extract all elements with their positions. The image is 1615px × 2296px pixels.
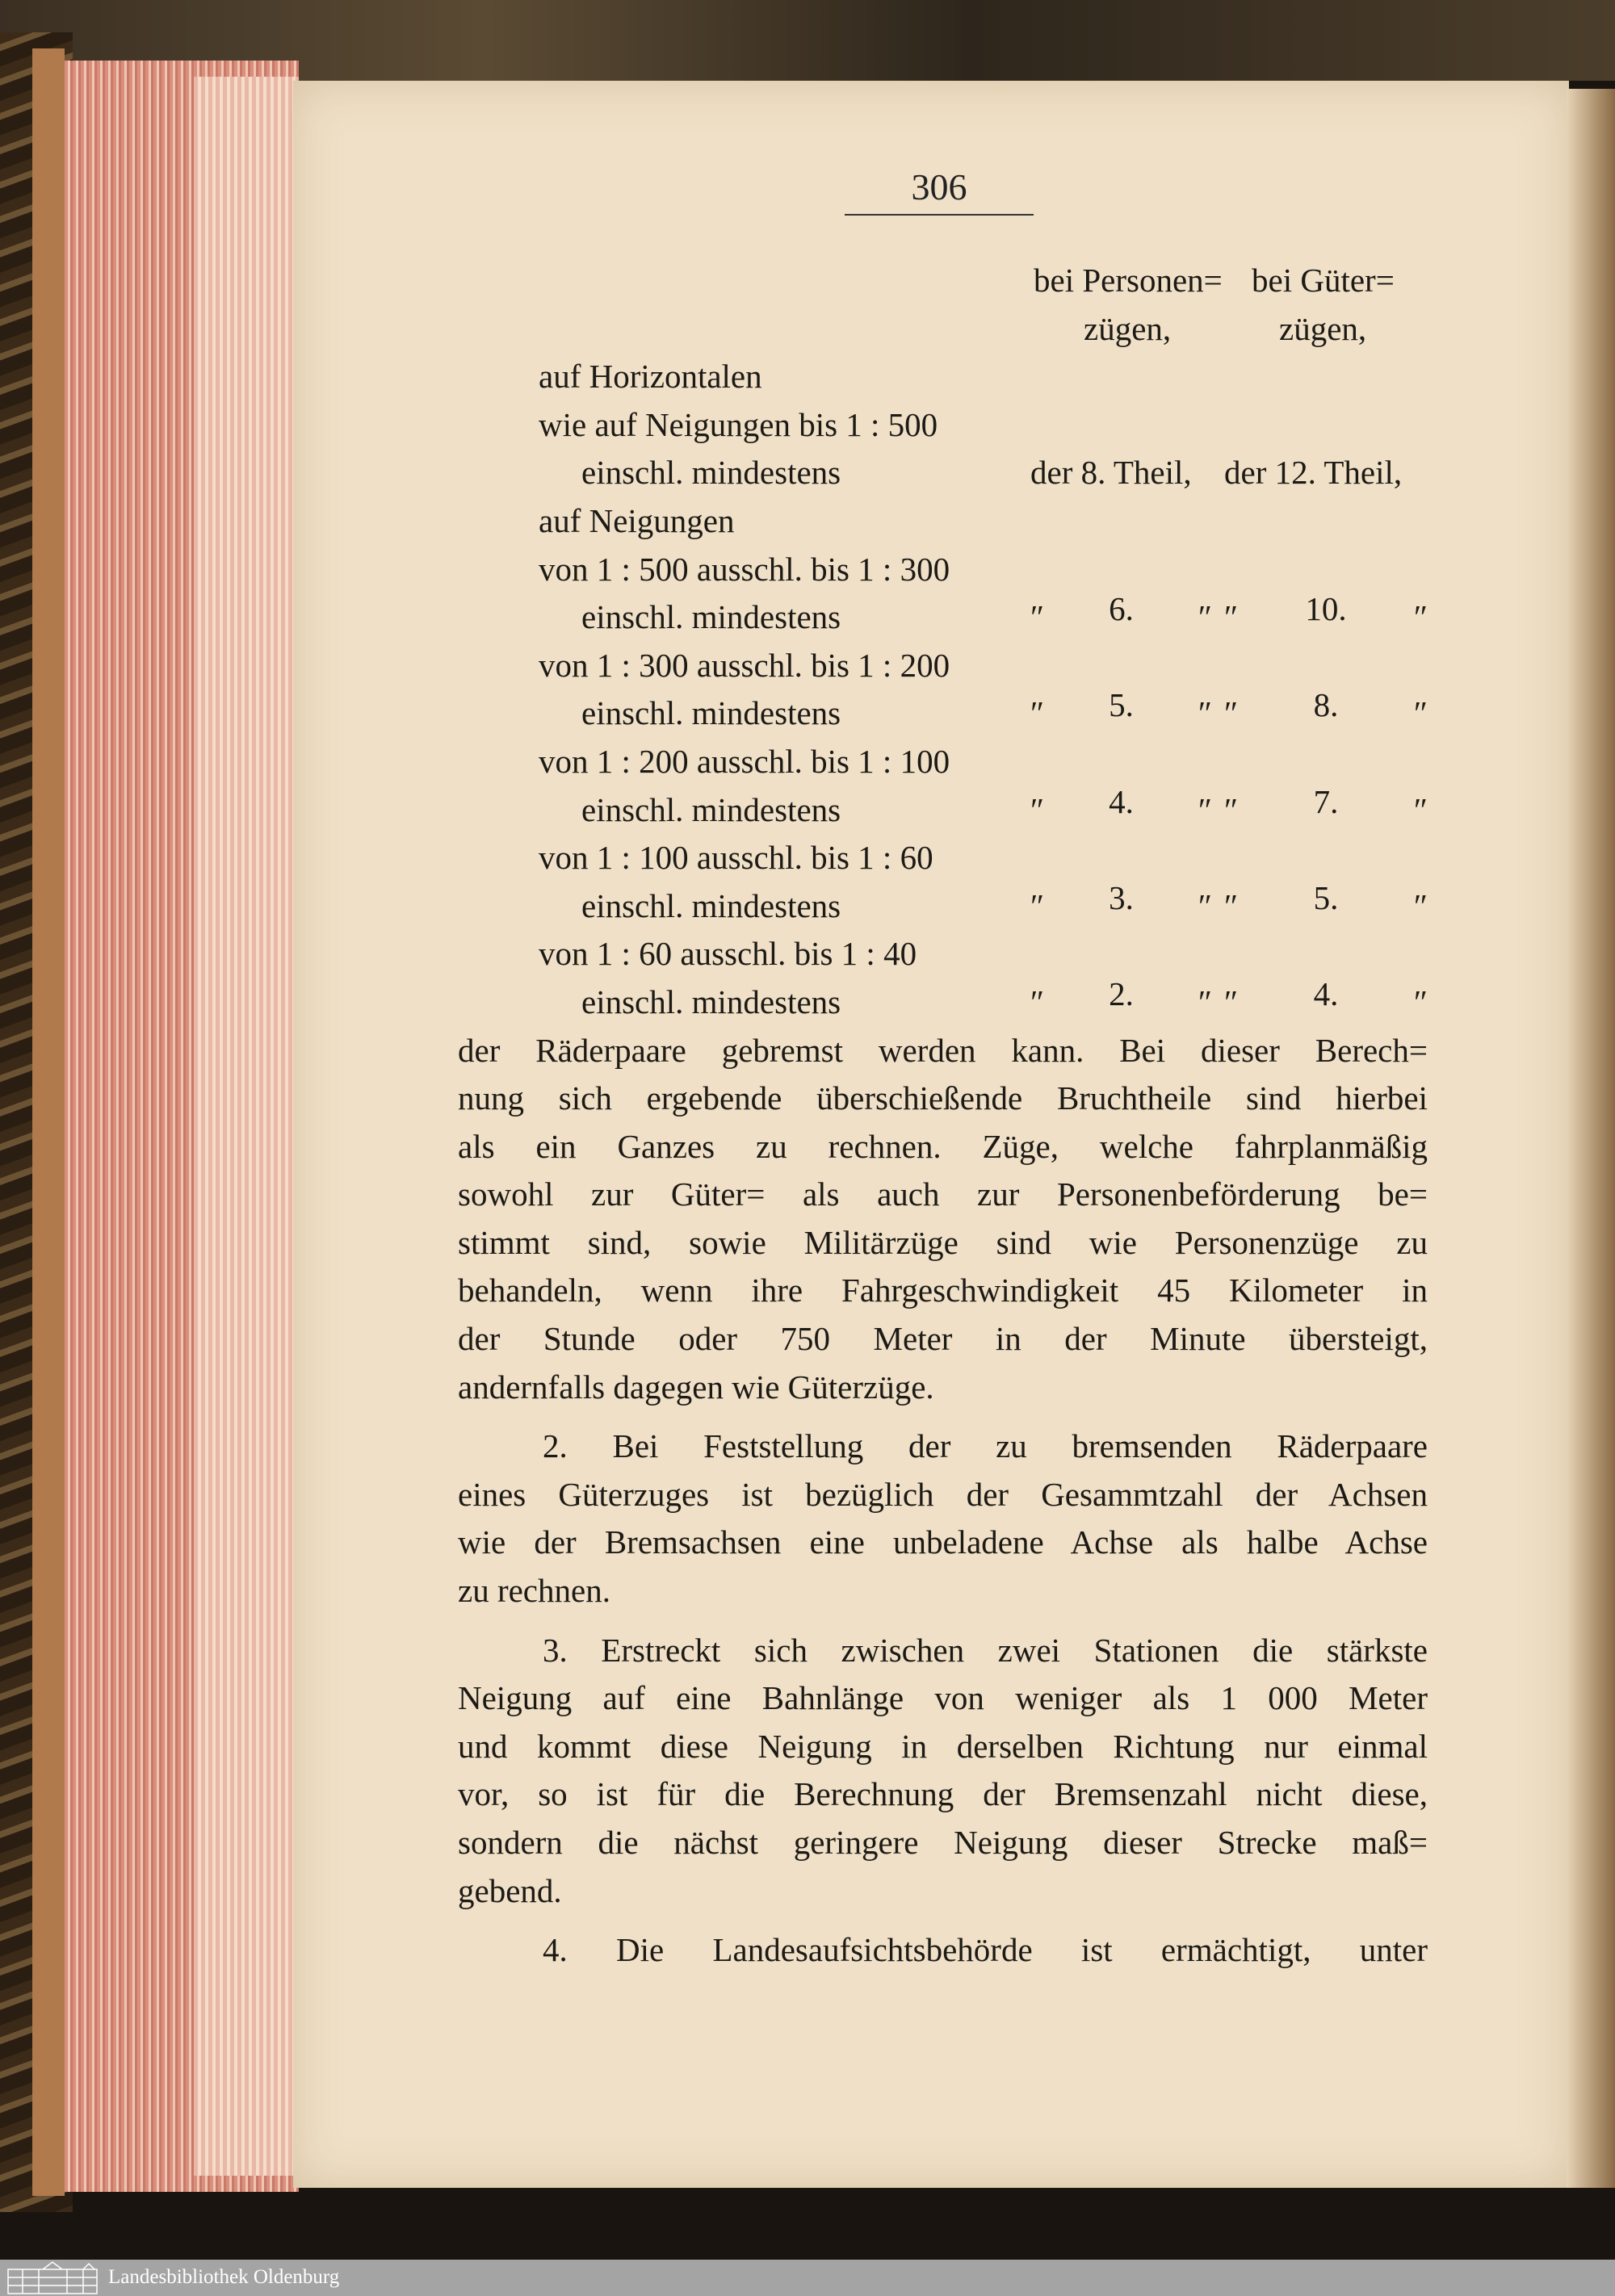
cell-personenzuege [1030,590,1212,642]
column-header-gueterzuege-cont: zügen, [1279,309,1367,347]
text-line: als ein Ganzes zu rechnen. Züge, welche fahrplanmäßig [458,1127,1428,1165]
text-line: andernfalls dagegen wie Güterzüge. [458,1368,934,1406]
table-row [458,738,1428,786]
text-line: Neigung auf eine Bahnlänge von weniger als 1 000 Meter [458,1679,1428,1717]
ditto-mark: ″ [1413,886,1428,924]
cell-personenzuege [1030,878,1212,931]
ditto-mark: ″ [1413,983,1428,1020]
text-line: zu rechnen. [458,1572,610,1610]
ditto-mark: ″ [1413,790,1428,828]
cell-personenzuege [1030,449,1212,497]
table-row [458,642,1428,690]
cell-value: 5. [1109,686,1134,724]
row-label: wie auf Neigungen bis 1 : 500 [539,405,938,443]
row-label: einschl. mindestens [581,886,841,924]
cell-value: 8. [1313,686,1339,724]
ditto-mark: ″ [1030,790,1045,828]
ditto-mark: ″ [1030,694,1045,732]
table-row [458,590,1428,642]
table-row [458,782,1428,835]
table-header-row-2 [458,305,1428,354]
text-line: 4. Die Landesaufsichtsbehörde ist ermächtigt, unter [543,1931,1428,1969]
book-spine-leather [32,48,65,2196]
column-header-personenzuege-cont: zügen, [1084,309,1172,347]
cell-value: 2. [1109,974,1134,1012]
text-line: sowohl zur Güter= als auch zur Personenbeförderung be= [458,1175,1428,1213]
facing-page-edge [1567,89,1615,2188]
ditto-mark: ″ [1224,694,1239,732]
library-name: Landesbibliothek Oldenburg [108,2266,340,2288]
cell-value: 4. [1313,974,1339,1012]
column-header-gueterzuege: bei Güter= [1252,262,1395,299]
page-edges-inner [194,77,299,2176]
ditto-mark: ″ [1224,598,1239,636]
cell-value: 6. [1109,590,1134,628]
page-text [458,257,1428,1975]
row-label: einschl. mindestens [581,983,841,1020]
cell-value: 3. [1109,878,1134,916]
table-row [458,497,1428,546]
ditto-mark: ″ [1224,983,1239,1020]
library-building-logo [6,2261,99,2295]
cell-personenzuege [1030,974,1212,1027]
ditto-mark: ″ [1198,790,1212,828]
cell-gueterzuege [1224,590,1428,642]
ditto-mark: ″ [1030,598,1045,636]
page-number: 306 [911,166,967,207]
table-row [458,353,1428,401]
text-line: eines Güterzuges ist bezüglich der Gesammtzahl der Achsen [458,1475,1428,1513]
ditto-mark: ″ [1030,983,1045,1020]
ditto-mark: ″ [1198,694,1212,732]
cell-value: 4. [1109,782,1134,820]
cell-value: der 12. Theil, [1224,454,1403,492]
cell-value: 7. [1313,782,1339,820]
row-label: einschl. mindestens [581,454,841,492]
text-line: und kommt diese Neigung in derselben Richtung nur einmal [458,1727,1428,1765]
cell-value: 5. [1313,878,1339,916]
table-header-row-1 [458,257,1428,305]
cell-gueterzuege [1224,974,1428,1027]
ditto-mark: ″ [1198,886,1212,924]
text-line: wie der Bremsachsen eine unbeladene Achse als halbe Achse [458,1523,1428,1561]
cell-gueterzuege [1224,782,1428,835]
ditto-mark: ″ [1224,790,1239,828]
row-label: einschl. mindestens [581,694,841,732]
cell-value: 10. [1305,590,1347,628]
row-label: von 1 : 200 ausschl. bis 1 : 100 [539,742,950,780]
text-line: vor, so ist für die Berechnung der Bremsenzahl nicht diese, [458,1775,1428,1813]
ditto-mark: ″ [1413,694,1428,732]
table-row [458,449,1428,497]
ditto-mark: ″ [1030,886,1045,924]
footer-bar [0,2260,1615,2296]
cell-personenzuege [1030,782,1212,835]
table-row [458,686,1428,738]
text-line: 3. Erstreckt sich zwischen zwei Stationen die stärkste [543,1631,1428,1669]
cell-value: der 8. Theil, [1030,454,1192,492]
header-rule [845,214,1034,216]
ditto-mark: ″ [1413,598,1428,636]
table-row [458,546,1428,594]
cell-personenzuege [1030,686,1212,738]
row-label: von 1 : 60 ausschl. bis 1 : 40 [539,935,917,973]
text-line: sondern die nächst geringere Neigung dieser Strecke maß= [458,1824,1428,1861]
text-line: der Räderpaare gebremst werden kann. Bei dieser Berech= [458,1031,1428,1069]
row-label: von 1 : 100 ausschl. bis 1 : 60 [539,839,933,877]
row-label: einschl. mindestens [581,790,841,828]
row-label: einschl. mindestens [581,598,841,636]
ditto-mark: ″ [1198,983,1212,1020]
table-row [458,834,1428,882]
text-line: 2. Bei Feststellung der zu bremsenden Räderpaare [543,1427,1428,1465]
cell-gueterzuege [1224,686,1428,738]
table-row [458,930,1428,978]
table-row [458,974,1428,1027]
row-label: von 1 : 500 ausschl. bis 1 : 300 [539,550,950,588]
row-label: von 1 : 300 ausschl. bis 1 : 200 [539,646,950,684]
text-line: behandeln, wenn ihre Fahrgeschwindigkeit 45 Kilometer in [458,1272,1428,1309]
text-line: gebend. [458,1871,562,1909]
cell-gueterzuege [1224,449,1428,497]
text-line: stimmt sind, sowie Militärzüge sind wie Personenzüge zu [458,1223,1428,1261]
table-row [458,878,1428,931]
ditto-mark: ″ [1224,886,1239,924]
ditto-mark: ″ [1198,598,1212,636]
text-line: nung sich ergebende überschießende Bruchtheile sind hierbei [458,1079,1428,1117]
text-line: der Stunde oder 750 Meter in der Minute übersteigt, [458,1320,1428,1358]
row-label: auf Neigungen [539,501,735,539]
table-row [458,401,1428,450]
row-label: auf Horizontalen [539,358,762,396]
cell-gueterzuege [1224,878,1428,931]
column-header-personenzuege: bei Personen= [1034,262,1223,299]
